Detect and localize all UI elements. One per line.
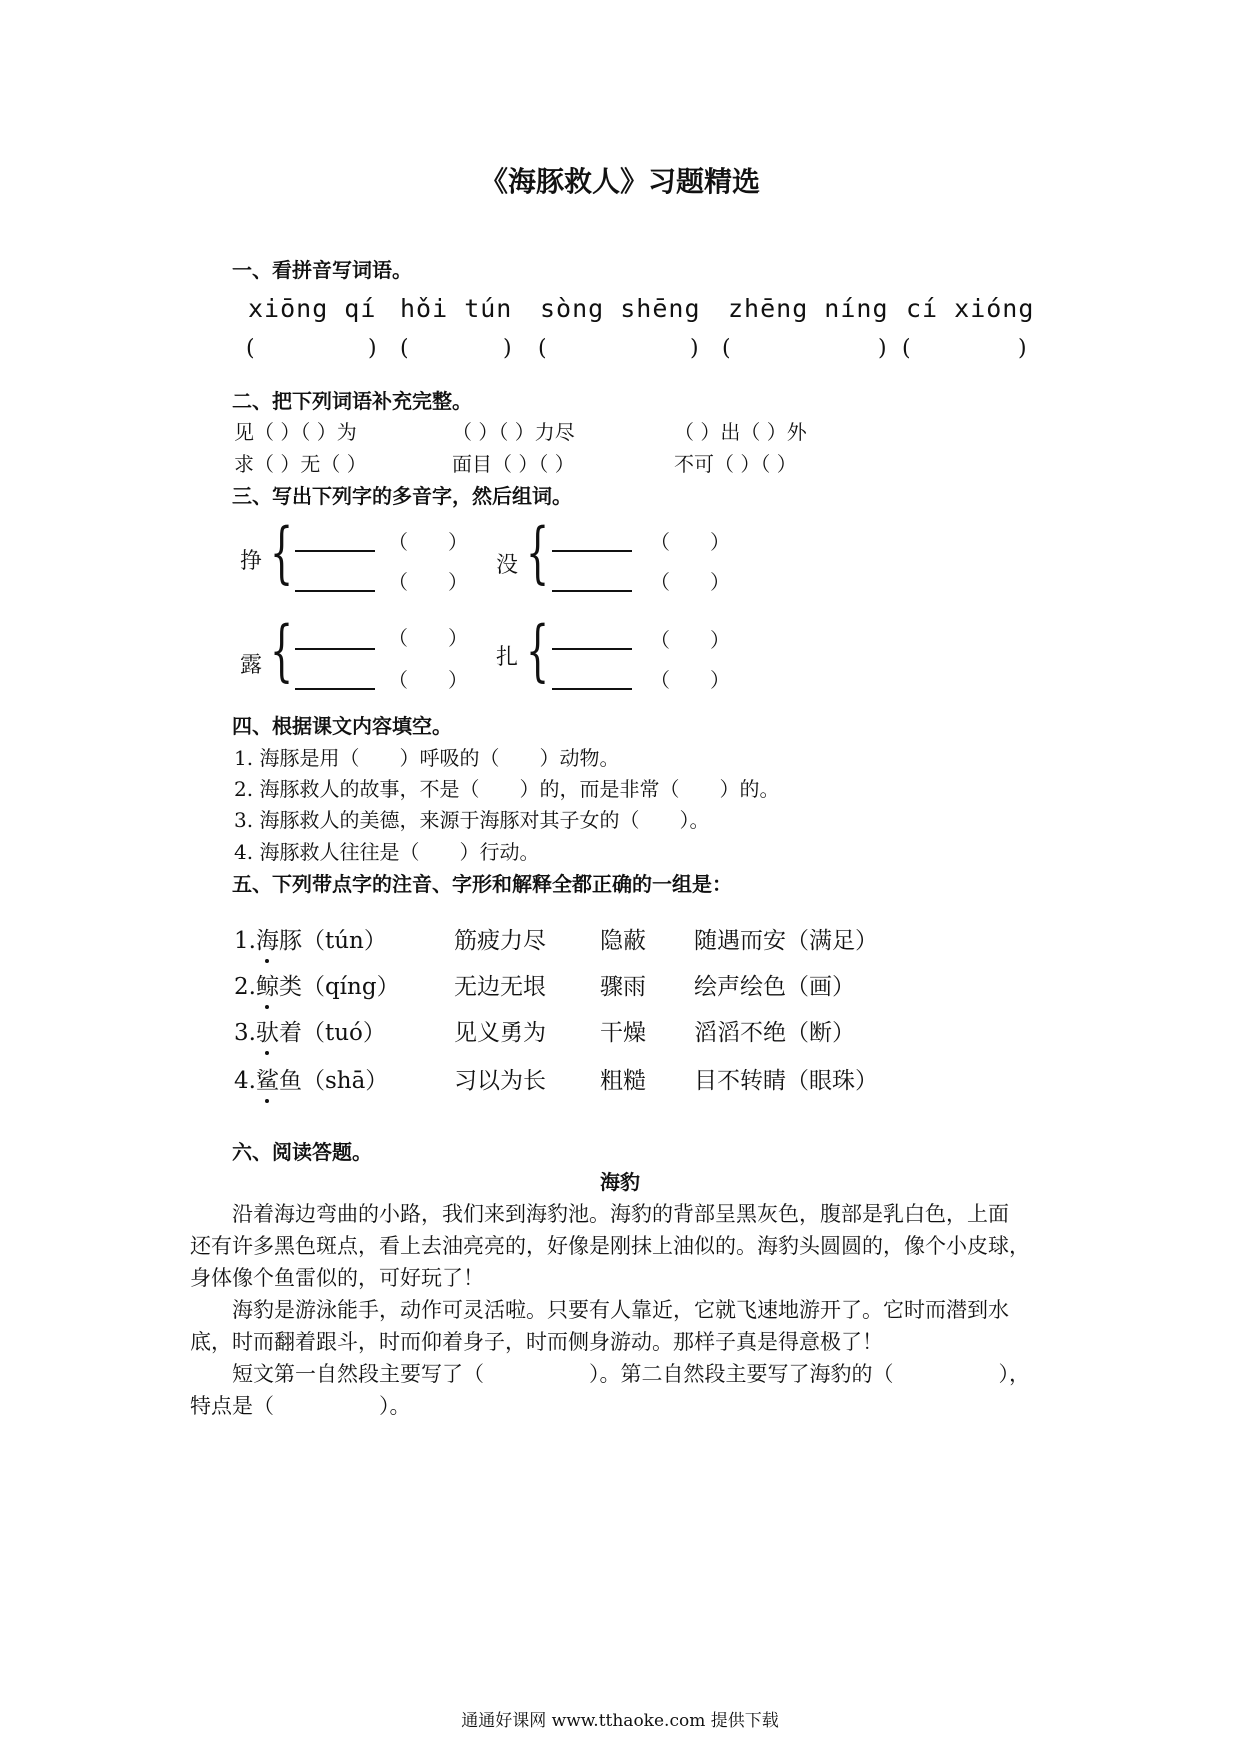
answer-paren-close-2: ) [503, 336, 512, 361]
blank-line [552, 590, 632, 592]
choice-1-idiom: 筋疲力尽 [454, 928, 546, 954]
pinyin-1: xiōng qí [248, 294, 377, 323]
pinyin-4: zhēng níng [728, 294, 889, 323]
brace-3: { [270, 612, 294, 689]
choice-3-idiom2: 滔滔不绝（断） [694, 1020, 855, 1046]
word-paren: （ ） [650, 628, 730, 652]
polyphone-char-4: 扎 [496, 645, 519, 670]
word-paren: （ ） [650, 668, 730, 692]
passage-line-5: 底，时而翻着跟斗，时而仰着身子，时而侧身游动。那样子真是得意极了！ [190, 1330, 883, 1354]
answer-paren-close-3: ) [690, 336, 699, 361]
question-line-2: 特点是（ ）。 [190, 1394, 411, 1418]
dotted-char: 鲨 [256, 1062, 279, 1095]
answer-paren-open-5: ( [902, 336, 911, 361]
answer-paren-open-1: ( [246, 336, 255, 361]
choice-2-idiom2: 绘声绘色（画） [694, 974, 855, 1000]
section-4-heading: 四、根据课文内容填空。 [232, 714, 452, 738]
idiom-3: （ ）出（ ）外 [674, 420, 807, 444]
word-paren: （ ） [388, 668, 468, 692]
word-paren: （ ） [650, 570, 730, 594]
word-paren: （ ） [388, 626, 468, 650]
passage-line-3: 身体像个鱼雷似的，可好玩了！ [190, 1266, 484, 1290]
pinyin-3: sòng shēng [540, 294, 701, 323]
choice-1-word2: 隐蔽 [600, 928, 646, 954]
choice-2-idiom: 无边无垠 [454, 974, 546, 1000]
choice-3-word: 3.驮着（tuó） [234, 1014, 386, 1047]
blank-line [295, 590, 375, 592]
choice-3-idiom: 见义勇为 [454, 1020, 546, 1046]
polyphone-char-3: 露 [240, 653, 263, 678]
dotted-char: 海 [256, 922, 279, 955]
idiom-2: （ ）（ ）力尽 [452, 420, 575, 444]
passage-line-1: 沿着海边弯曲的小路，我们来到海豹池。海豹的背部呈黑灰色，腹部是乳白色，上面 [190, 1202, 1009, 1226]
choice-2-word2: 骤雨 [600, 974, 646, 1000]
answer-paren-close-4: ) [878, 336, 887, 361]
brace-2: { [526, 514, 550, 591]
page-title: 《海豚救人》习题精选 [479, 165, 760, 198]
choice-1-word: 1.海豚（tún） [234, 922, 387, 955]
idiom-5: 面目（ ）（ ） [452, 452, 575, 476]
section-1-heading: 一、看拼音写词语。 [232, 258, 412, 282]
section-6-heading: 六、阅读答题。 [232, 1140, 372, 1164]
answer-paren-open-4: ( [722, 336, 731, 361]
word-paren: （ ） [388, 530, 468, 554]
idiom-1: 见（ ）（ ）为 [234, 420, 357, 444]
blank-line [295, 550, 375, 552]
choice-3-word2: 干燥 [600, 1020, 646, 1046]
passage-title: 海豹 [600, 1170, 640, 1194]
blank-line [552, 648, 632, 650]
dotted-char: 驮 [256, 1014, 279, 1047]
answer-paren-close-1: ) [368, 336, 377, 361]
choice-4-word2: 粗糙 [600, 1068, 646, 1094]
idiom-6: 不可（ ）（ ） [674, 452, 797, 476]
choice-4-idiom2: 目不转睛（眼珠） [694, 1068, 878, 1094]
word-paren: （ ） [650, 530, 730, 554]
blank-line [552, 550, 632, 552]
choice-4-idiom: 习以为长 [454, 1068, 546, 1094]
idiom-4: 求（ ）无（ ） [234, 452, 367, 476]
choice-2-word: 2.鲸类（qíng） [234, 968, 400, 1001]
section-2-heading: 二、把下列词语补充完整。 [232, 389, 472, 413]
section-5-heading: 五、下列带点字的注音、字形和解释全都正确的一组是： [232, 872, 732, 896]
word-paren: （ ） [388, 570, 468, 594]
dotted-char: 鲸 [256, 968, 279, 1001]
polyphone-char-2: 没 [496, 553, 519, 578]
answer-paren-open-3: ( [538, 336, 547, 361]
fill-item-2: 2. 海豚救人的故事，不是（ ）的，而是非常（ ）的。 [234, 777, 780, 801]
passage-line-2: 还有许多黑色斑点，看上去油亮亮的，好像是刚抹上油似的。海豹头圆圆的，像个小皮球， [190, 1234, 1030, 1258]
answer-paren-close-5: ) [1018, 336, 1027, 361]
brace-4: { [526, 612, 550, 689]
pinyin-5: cí xióng [906, 294, 1035, 323]
choice-4-word: 4.鲨鱼（shā） [234, 1062, 388, 1095]
brace-1: { [270, 514, 294, 591]
answer-paren-open-2: ( [400, 336, 409, 361]
fill-item-1: 1. 海豚是用（ ）呼吸的（ ）动物。 [234, 746, 620, 770]
footer-credit: 通通好课网 www.tthaoke.com 提供下载 [461, 1711, 779, 1731]
fill-item-3: 3. 海豚救人的美德，来源于海豚对其子女的（ ）。 [234, 808, 710, 832]
section-3-heading: 三、写出下列字的多音字，然后组词。 [232, 484, 572, 508]
blank-line [295, 648, 375, 650]
question-line-1: 短文第一自然段主要写了（ ）。第二自然段主要写了海豹的（ ）， [190, 1362, 1030, 1386]
choice-1-idiom2: 随遇而安（满足） [694, 928, 878, 954]
blank-line [295, 688, 375, 690]
pinyin-2: hǒi tún [400, 294, 513, 323]
blank-line [552, 688, 632, 690]
polyphone-char-1: 挣 [240, 549, 263, 574]
fill-item-4: 4. 海豚救人往往是（ ）行动。 [234, 840, 540, 864]
passage-line-4: 海豹是游泳能手，动作可灵活啦。只要有人靠近，它就飞速地游开了。它时而潜到水 [190, 1298, 1009, 1322]
